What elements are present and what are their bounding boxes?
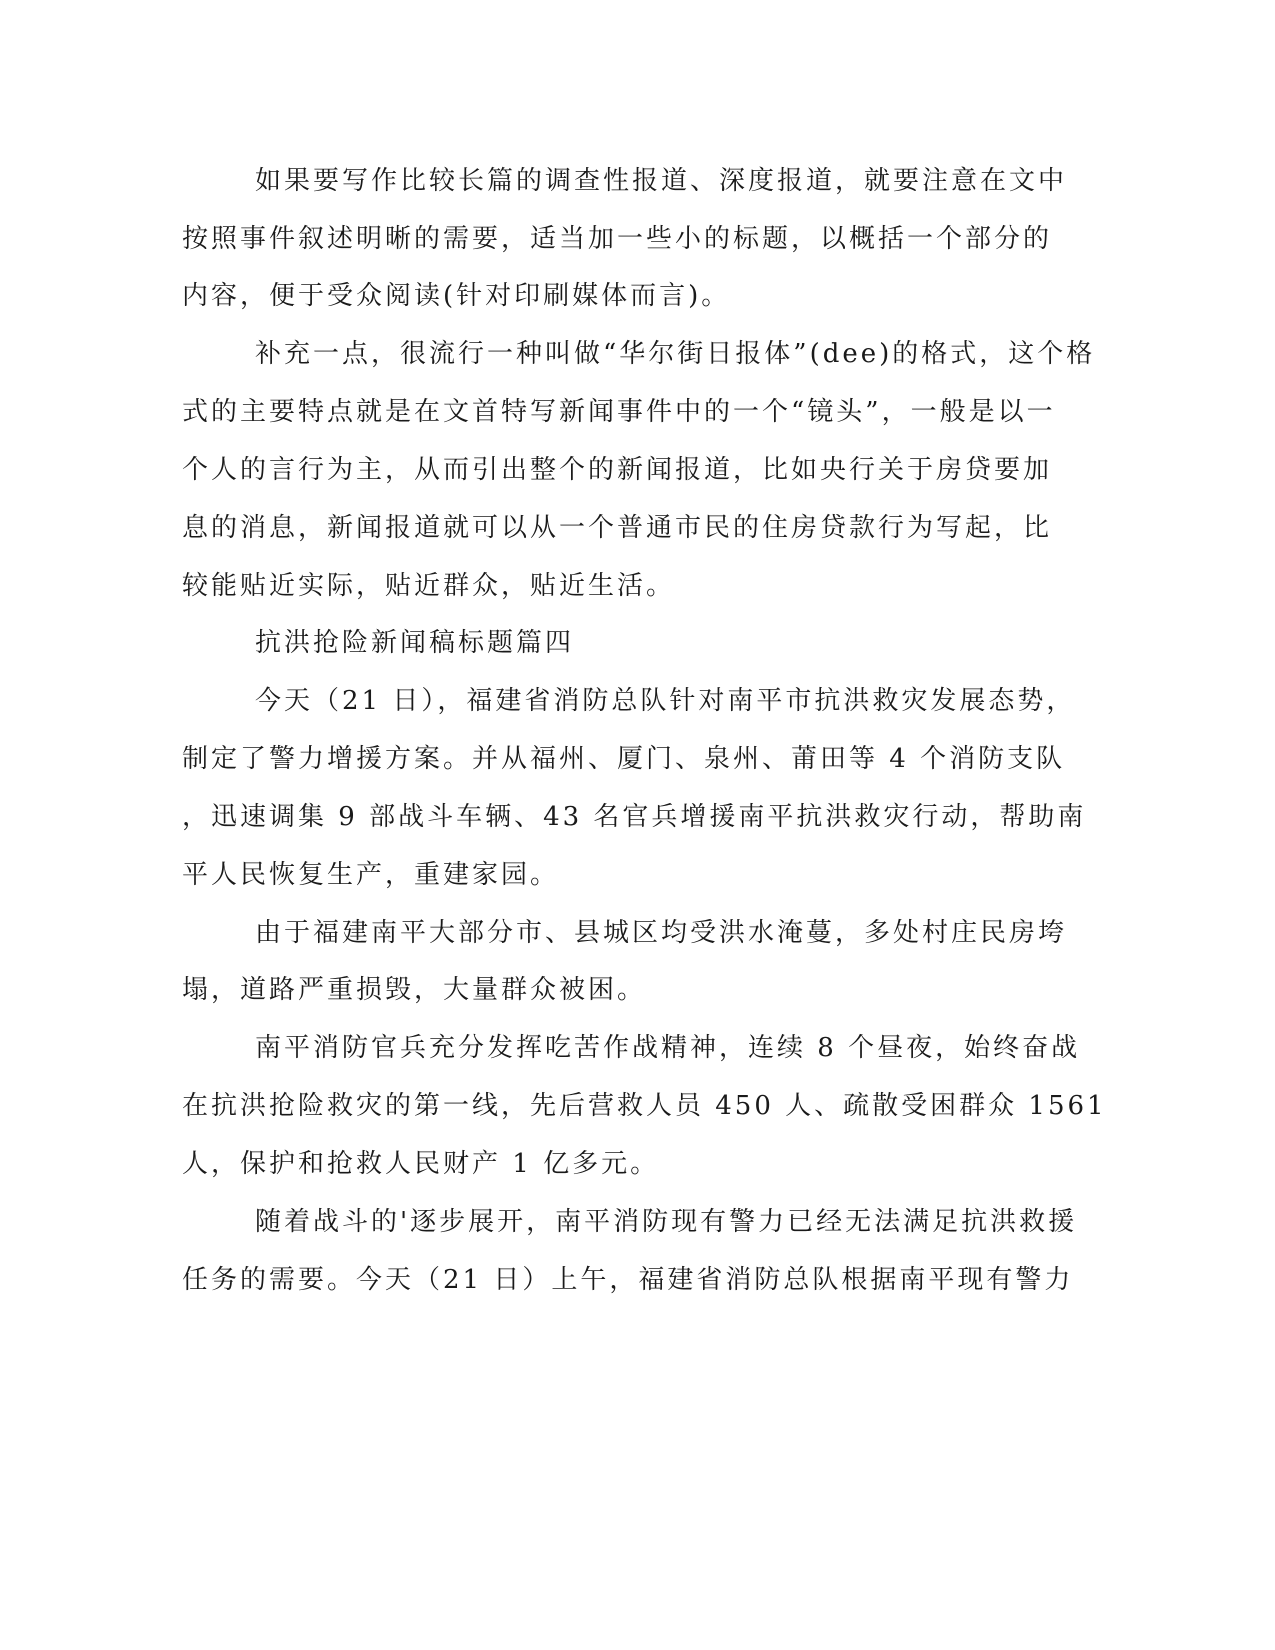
paragraph-line: 内容，便于受众阅读(针对印刷媒体而言)。 bbox=[182, 281, 731, 311]
paragraph-line: 按照事件叙述明晰的需要，适当加一些小的标题，以概括一个部分的 bbox=[182, 224, 1053, 254]
paragraph-line: 较能贴近实际，贴近群众，贴近生活。 bbox=[182, 571, 676, 601]
paragraph-line: 人，保护和抢救人民财产 1 亿多元。 bbox=[182, 1149, 660, 1179]
paragraph-line: 如果要写作比较长篇的调查性报道、深度报道，就要注意在文中 bbox=[255, 166, 1068, 196]
paragraph-line: 今天（21 日），福建省消防总队针对南平市抗洪救灾发展态势， bbox=[255, 686, 1076, 716]
paragraph-line: 补充一点，很流行一种叫做“华尔街日报体”(dee)的格式，这个格 bbox=[255, 339, 1096, 369]
section-heading: 抗洪抢险新闻稿标题篇四 bbox=[255, 628, 575, 658]
paragraph-line: 随着战斗的'逐步展开，南平消防现有警力已经无法满足抗洪救援 bbox=[255, 1207, 1078, 1237]
paragraph-line: 息的消息，新闻报道就可以从一个普通市民的住房贷款行为写起，比 bbox=[182, 513, 1053, 543]
paragraph-line: 个人的言行为主，从而引出整个的新闻报道，比如央行关于房贷要加 bbox=[182, 455, 1053, 485]
paragraph-line: 制定了警力增援方案。并从福州、厦门、泉州、莆田等 4 个消防支队 bbox=[182, 744, 1066, 774]
paragraph-line: ，迅速调集 9 部战斗车辆、43 名官兵增援南平抗洪救灾行动，帮助南 bbox=[182, 802, 1087, 832]
paragraph-line: 南平消防官兵充分发挥吃苦作战精神，连续 8 个昼夜，始终奋战 bbox=[255, 1033, 1081, 1063]
paragraph-line: 由于福建南平大部分市、县城区均受洪水淹蔓，多处村庄民房垮 bbox=[255, 918, 1068, 948]
paragraph-line: 塌，道路严重损毁，大量群众被困。 bbox=[182, 975, 647, 1005]
paragraph-line: 在抗洪抢险救灾的第一线，先后营救人员 450 人、疏散受困群众 1561 bbox=[182, 1091, 1107, 1121]
paragraph-line: 平人民恢复生产，重建家园。 bbox=[182, 860, 560, 890]
paragraph-line: 任务的需要。今天（21 日）上午，福建省消防总队根据南平现有警力 bbox=[182, 1265, 1074, 1295]
paragraph-line: 式的主要特点就是在文首特写新闻事件中的一个“镜头”，一般是以一 bbox=[182, 397, 1056, 427]
